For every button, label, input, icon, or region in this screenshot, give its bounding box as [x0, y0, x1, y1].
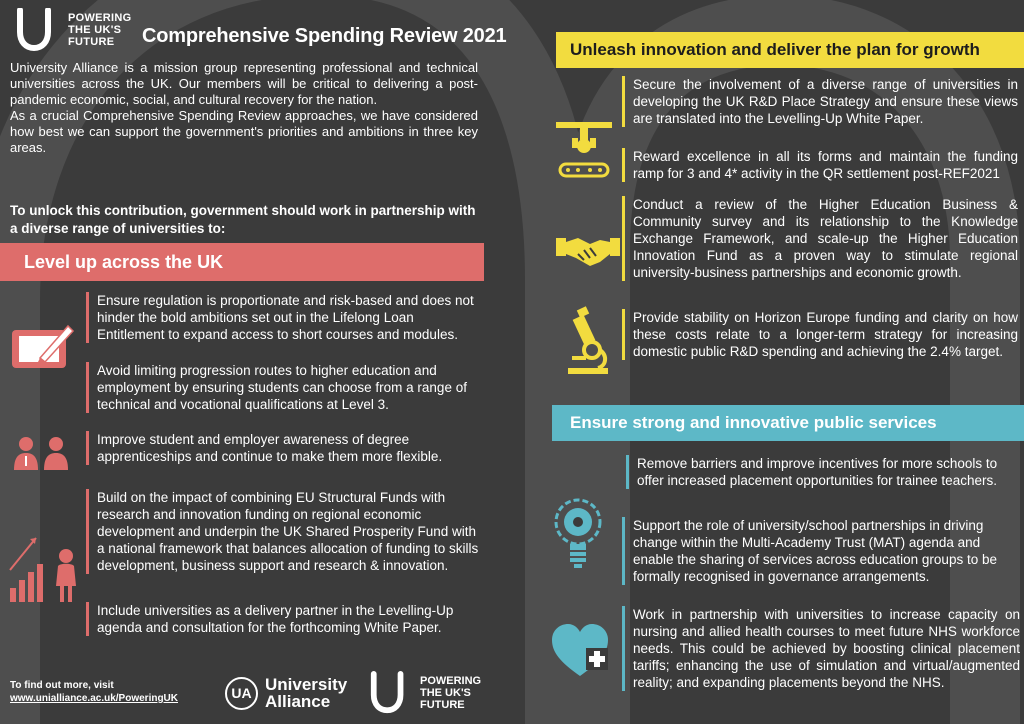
- public-services-item-3: Work in partnership with universities to increase capacity on nursing and allied health courses to meet future NHS workforce needs. This could be achieved by boosting clinical placement tariffs; enhancing the use of simulation and virtual/augmented reality; and expanding placements beyond the NHS.: [622, 606, 1020, 691]
- lead-statement: To unlock this contribution, government should work in partnership with a diverse range of universities to:: [10, 203, 476, 236]
- level-up-item-1: Ensure regulation is proportionate and risk-based and does not hinder the bold ambitions set out in the Lifelong Loan Entitlement to expand access to short courses and modules.: [86, 292, 480, 343]
- innovation-item-2: Reward excellence in all its forms and maintain the funding ramp for 3 and 4* activity in the QR settlement post-REF2021: [622, 148, 1018, 182]
- logo-line-1: POWERING: [68, 12, 132, 24]
- powering-uk-logo: [14, 8, 132, 52]
- intro-text: [10, 60, 478, 156]
- innovation-item-4: Provide stability on Horizon Europe funding and clarity on how these costs relate to a longer-term strategy for increasing domestic public R&D spending and achieving the 2.4% target.: [622, 309, 1018, 360]
- public-services-banner: [552, 405, 1024, 441]
- level-up-item-4: Build on the impact of combining EU Structural Funds with research and innovation funding on regional economic development and underpin the UK Shared Prosperity Fund with a national framework that balances allocation of funding to skills development, business support and research & innovation.: [86, 489, 480, 574]
- tablet-pen-icon: [10, 322, 76, 372]
- intro-paragraph-1: University Alliance is a mission group representing professional and technical universities across the UK. Our members will be critical to delivering a post-pandemic economic, social, and cultural recovery for the nation.: [10, 60, 478, 107]
- growth-chart-person-icon: [6, 530, 84, 604]
- level-up-item-2: Avoid limiting progression routes to higher education and employment by ensuring students can choose from a range of technical and vocational qualifications at Level 3.: [86, 362, 480, 413]
- innovation-title: Unleash innovation and deliver the plan for growth: [570, 40, 980, 59]
- footer-logo-line-2: THE UK'S: [420, 687, 471, 699]
- ua-line-2: Alliance: [265, 692, 331, 711]
- level-up-item-3: Improve student and employer awareness of degree apprenticeships and continue to make them more flexible.: [86, 431, 480, 465]
- ua-mark-icon: UA: [225, 677, 258, 710]
- footer-logo-line-1: POWERING: [420, 675, 482, 687]
- level-up-banner: [0, 243, 484, 281]
- innovation-item-3: Conduct a review of the Higher Education Business & Community survey and its relationship to the Knowledge Exchange Framework, and scale-up the Higher Education Innovation Fund as a proven way to stimulate regional university-business partnerships and economic growth.: [622, 196, 1018, 281]
- innovation-item-1: Secure the involvement of a diverse range of universities in developing the UK R&D Place Strategy and ensure these views are translated into the Levelling-Up White Paper.: [622, 76, 1018, 127]
- powering-u-icon-footer: [368, 671, 412, 715]
- lightbulb-gear-icon: [548, 494, 608, 572]
- handshake-icon: [556, 232, 620, 268]
- logo-line-3: FUTURE: [68, 36, 115, 48]
- page-title: Comprehensive Spending Review 2021: [142, 25, 507, 47]
- ua-line-1: University: [265, 675, 348, 694]
- powering-uk-logo-footer: [368, 671, 481, 715]
- public-services-item-1: Remove barriers and improve incentives for more schools to offer increased placement opportunities for trainee teachers.: [626, 455, 1020, 489]
- microscope-icon: [562, 306, 612, 376]
- intro-paragraph-2: As a crucial Comprehensive Spending Review approaches, we have considered how best we can support the government's priorities and ambitions in three key areas.: [10, 108, 478, 155]
- footer-visit-label: To find out more, visit: [10, 680, 114, 691]
- university-alliance-logo: [225, 676, 347, 710]
- powering-u-icon: [14, 8, 60, 52]
- logo-line-2: THE UK'S: [68, 24, 122, 36]
- heart-cross-icon: [550, 622, 610, 678]
- footer-link[interactable]: www.unialliance.ac.uk/PoweringUK: [10, 693, 179, 704]
- footer-visit: [10, 679, 178, 705]
- public-services-item-2: Support the role of university/school partnerships in driving change within the Multi-Academy Trust (MAT) agenda and enable the sharing of services across education groups to be formally recognised in governance arrangements.: [622, 517, 1020, 585]
- footer-logo-line-3: FUTURE: [420, 699, 465, 711]
- innovation-banner: [556, 32, 1024, 68]
- public-services-title: Ensure strong and innovative public services: [570, 413, 937, 432]
- level-up-title: Level up across the UK: [24, 251, 224, 272]
- people-icon: [12, 436, 72, 470]
- level-up-item-5: Include universities as a delivery partner in the Levelling-Up agenda and consultation for the forthcoming White Paper.: [86, 602, 480, 636]
- robotic-arm-icon: [552, 118, 616, 182]
